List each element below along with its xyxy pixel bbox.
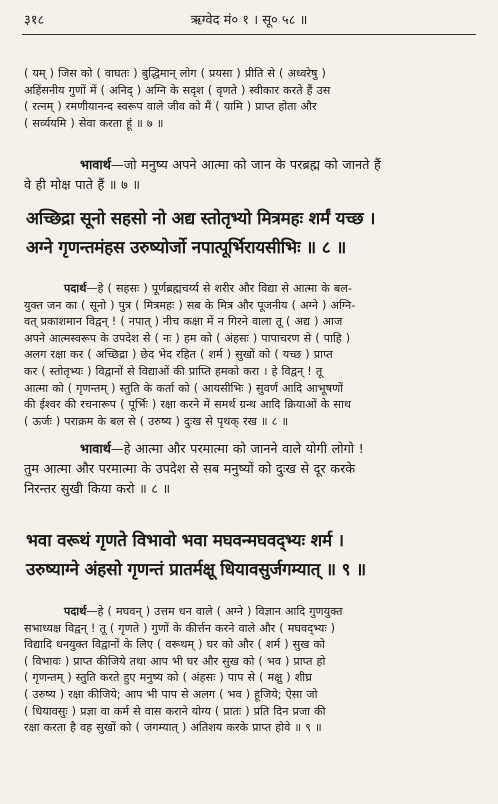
text-line: युक्त जन का ( सूनो ) पुत्र ( मित्रमहः ) सब के मित्र और पूजनीय ( अग्ने ) अग्नि- bbox=[24, 298, 356, 312]
text-line: ( यम् ) जिस को ( वाघतः ) बुद्धिमान् लोग ( प्रयसा ) प्रीति से ( अध्वरेषु ) bbox=[24, 67, 326, 80]
padarth-label: पदार्थ bbox=[64, 282, 87, 295]
text-line: भावार्थ—हे आत्मा और परमात्मा को जानने वाले योगी लोगो ! bbox=[80, 442, 364, 457]
text-line: ( उरुष्य ) रक्षा कीजिये; आप भी पाप से अलग ( भव ) हूजिये; ऐसा जो bbox=[24, 687, 318, 701]
text-line: सभाध्यक्ष विद्वन् ! तू ( गृणते ) गुणों के कीर्त्तन करने वाले और ( मघवद्भ्यः ) bbox=[24, 621, 336, 635]
padarth-8 bbox=[24, 281, 476, 430]
text-line: ( रत्नम् ) रमणीयानन्द स्वरूप वाले जीव को मैं ( यामि ) प्राप्त होता और bbox=[24, 100, 317, 114]
bhavarth-label: भावार्थ bbox=[80, 158, 111, 173]
text-line: अहिंसनीय गुणों में ( अनिद् ) अग्नि के सदृश ( वृणते ) स्वीकार करते हैं उस bbox=[24, 83, 331, 97]
text-line: अपने आत्मस्वरूप के उपदेश से ( नः ) हम को ( अंहसः ) पापाचरण से ( पाहि ) bbox=[24, 331, 351, 345]
text-line: ( विभावः ) प्राप्त कीजिये तथा आप भी घर और सुख को ( भव ) प्राप्त हो bbox=[24, 654, 326, 668]
mantra-line: अच्छिद्रा सूनो सहसो नो अद्य स्तोतृभ्यो मित्रमहः शर्मं यच्छ । bbox=[26, 209, 376, 229]
text-line: आत्मा को ( गृणन्तम् ) स्तुति के कर्ता को ( आयसीभिः ) सुवर्ण आदि आभूषणों bbox=[24, 381, 344, 395]
text-line: ( धियावसुः ) प्रज्ञा वा कर्म से वास कराने योग्य ( प्रातः ) प्रति दिन प्रजा की bbox=[24, 704, 326, 718]
text-line: की ईश्वर की रचनारूप ( पूर्भिः ) रक्षा करने में समर्थ ग्रन्थ आदि क्रियाओं के साथ bbox=[24, 398, 351, 412]
bhavarth-7 bbox=[24, 156, 476, 196]
bhavarth-label: भावार्थ bbox=[80, 442, 111, 457]
text-line: रक्षा करता है वह सुखों को ( जगम्यात् ) अतिशय करके प्राप्त होवे ॥ ९ ॥ bbox=[24, 721, 322, 735]
header-rule bbox=[22, 34, 476, 35]
text-line: तुम आत्मा और परमात्मा के उपदेश से सब मनुष्यों को दुःख से दूर करके bbox=[24, 462, 356, 477]
text-line: वे ही मोक्ष पाते हैं ॥ ७ ॥ bbox=[24, 178, 140, 193]
mantra-line: उरुष्याग्ने अंहसो गृणन्तं प्रातर्मक्षू धियावसुर्जगम्यात् ॥ ९ ॥ bbox=[26, 560, 366, 580]
padarth-7-continuation bbox=[24, 66, 476, 132]
text-line: अलग रक्षा कर ( अच्छिद्रा ) छेद भेद रहित ( शर्म ) सुखों को ( यच्छ ) प्राप्त bbox=[24, 348, 333, 362]
text-line: पदार्थ—हे ( मघवन् ) उत्तम धन वाले ( अग्ने ) विज्ञान आदि गुणयुक्त bbox=[64, 605, 343, 618]
text-line: विद्यादि धनयुक्त विद्वानों के लिए ( वरूथम् ) घर को और ( शर्म ) सुख को bbox=[24, 638, 325, 652]
text-line: ( ऊर्जः ) पराक्रम के बल से ( उरुष्य ) दुःख से पृथक् रख ॥ ८ ॥ bbox=[24, 414, 289, 428]
mantra-9 bbox=[24, 527, 476, 585]
text-line: भावार्थ—जो मनुष्य अपने आत्मा को जान के परब्रह्म को जानते हैं bbox=[80, 158, 381, 173]
bhavarth-8 bbox=[24, 440, 476, 500]
text-line: पदार्थ—हे ( सहसः ) पूर्णब्रह्मचर्य्य से शरीर और विद्या से आत्मा के बल- bbox=[64, 282, 352, 295]
mantra-line: भवा वरूथं गृणते विभावो भवा मघवन्मघवद्भ्यः शर्म । bbox=[26, 531, 344, 551]
padarth-label: पदार्थ bbox=[64, 605, 87, 618]
text-line: निरन्तर सुखी किया करो ॥ ८ ॥ bbox=[24, 482, 171, 497]
running-title: ऋग्वेद मं० १ । सू० ५८ ॥ bbox=[190, 13, 308, 28]
text-line: वत् प्रकाशमान विद्वन् ! ( नपात् ) नीच कक्षा में न गिरने वाला तू ( अद्य ) आज bbox=[24, 315, 343, 329]
page-number: ३१८ bbox=[24, 13, 45, 28]
text-line: ( सर्व्ययमि ) सेवा करता हूं ॥ ७ ॥ bbox=[24, 116, 164, 130]
padarth-9 bbox=[24, 604, 476, 737]
mantra-line: अग्ने गृणन्तमंहस उरुष्योर्जो नपात्पूर्भिरायसीभिः ॥ ८ ॥ bbox=[26, 238, 347, 258]
text-line: ( गृणन्तम् ) स्तुति करते हुए मनुष्य को ( अंहसः ) पाप से ( मक्षु ) शीघ्र bbox=[24, 671, 312, 685]
mantra-8 bbox=[24, 205, 476, 263]
page-header bbox=[24, 10, 474, 30]
text-line: कर ( स्तोतृभ्यः ) विद्वानों से विद्याओं की प्राप्ति हमको करा । हे विद्वन् ! तू bbox=[24, 364, 323, 378]
